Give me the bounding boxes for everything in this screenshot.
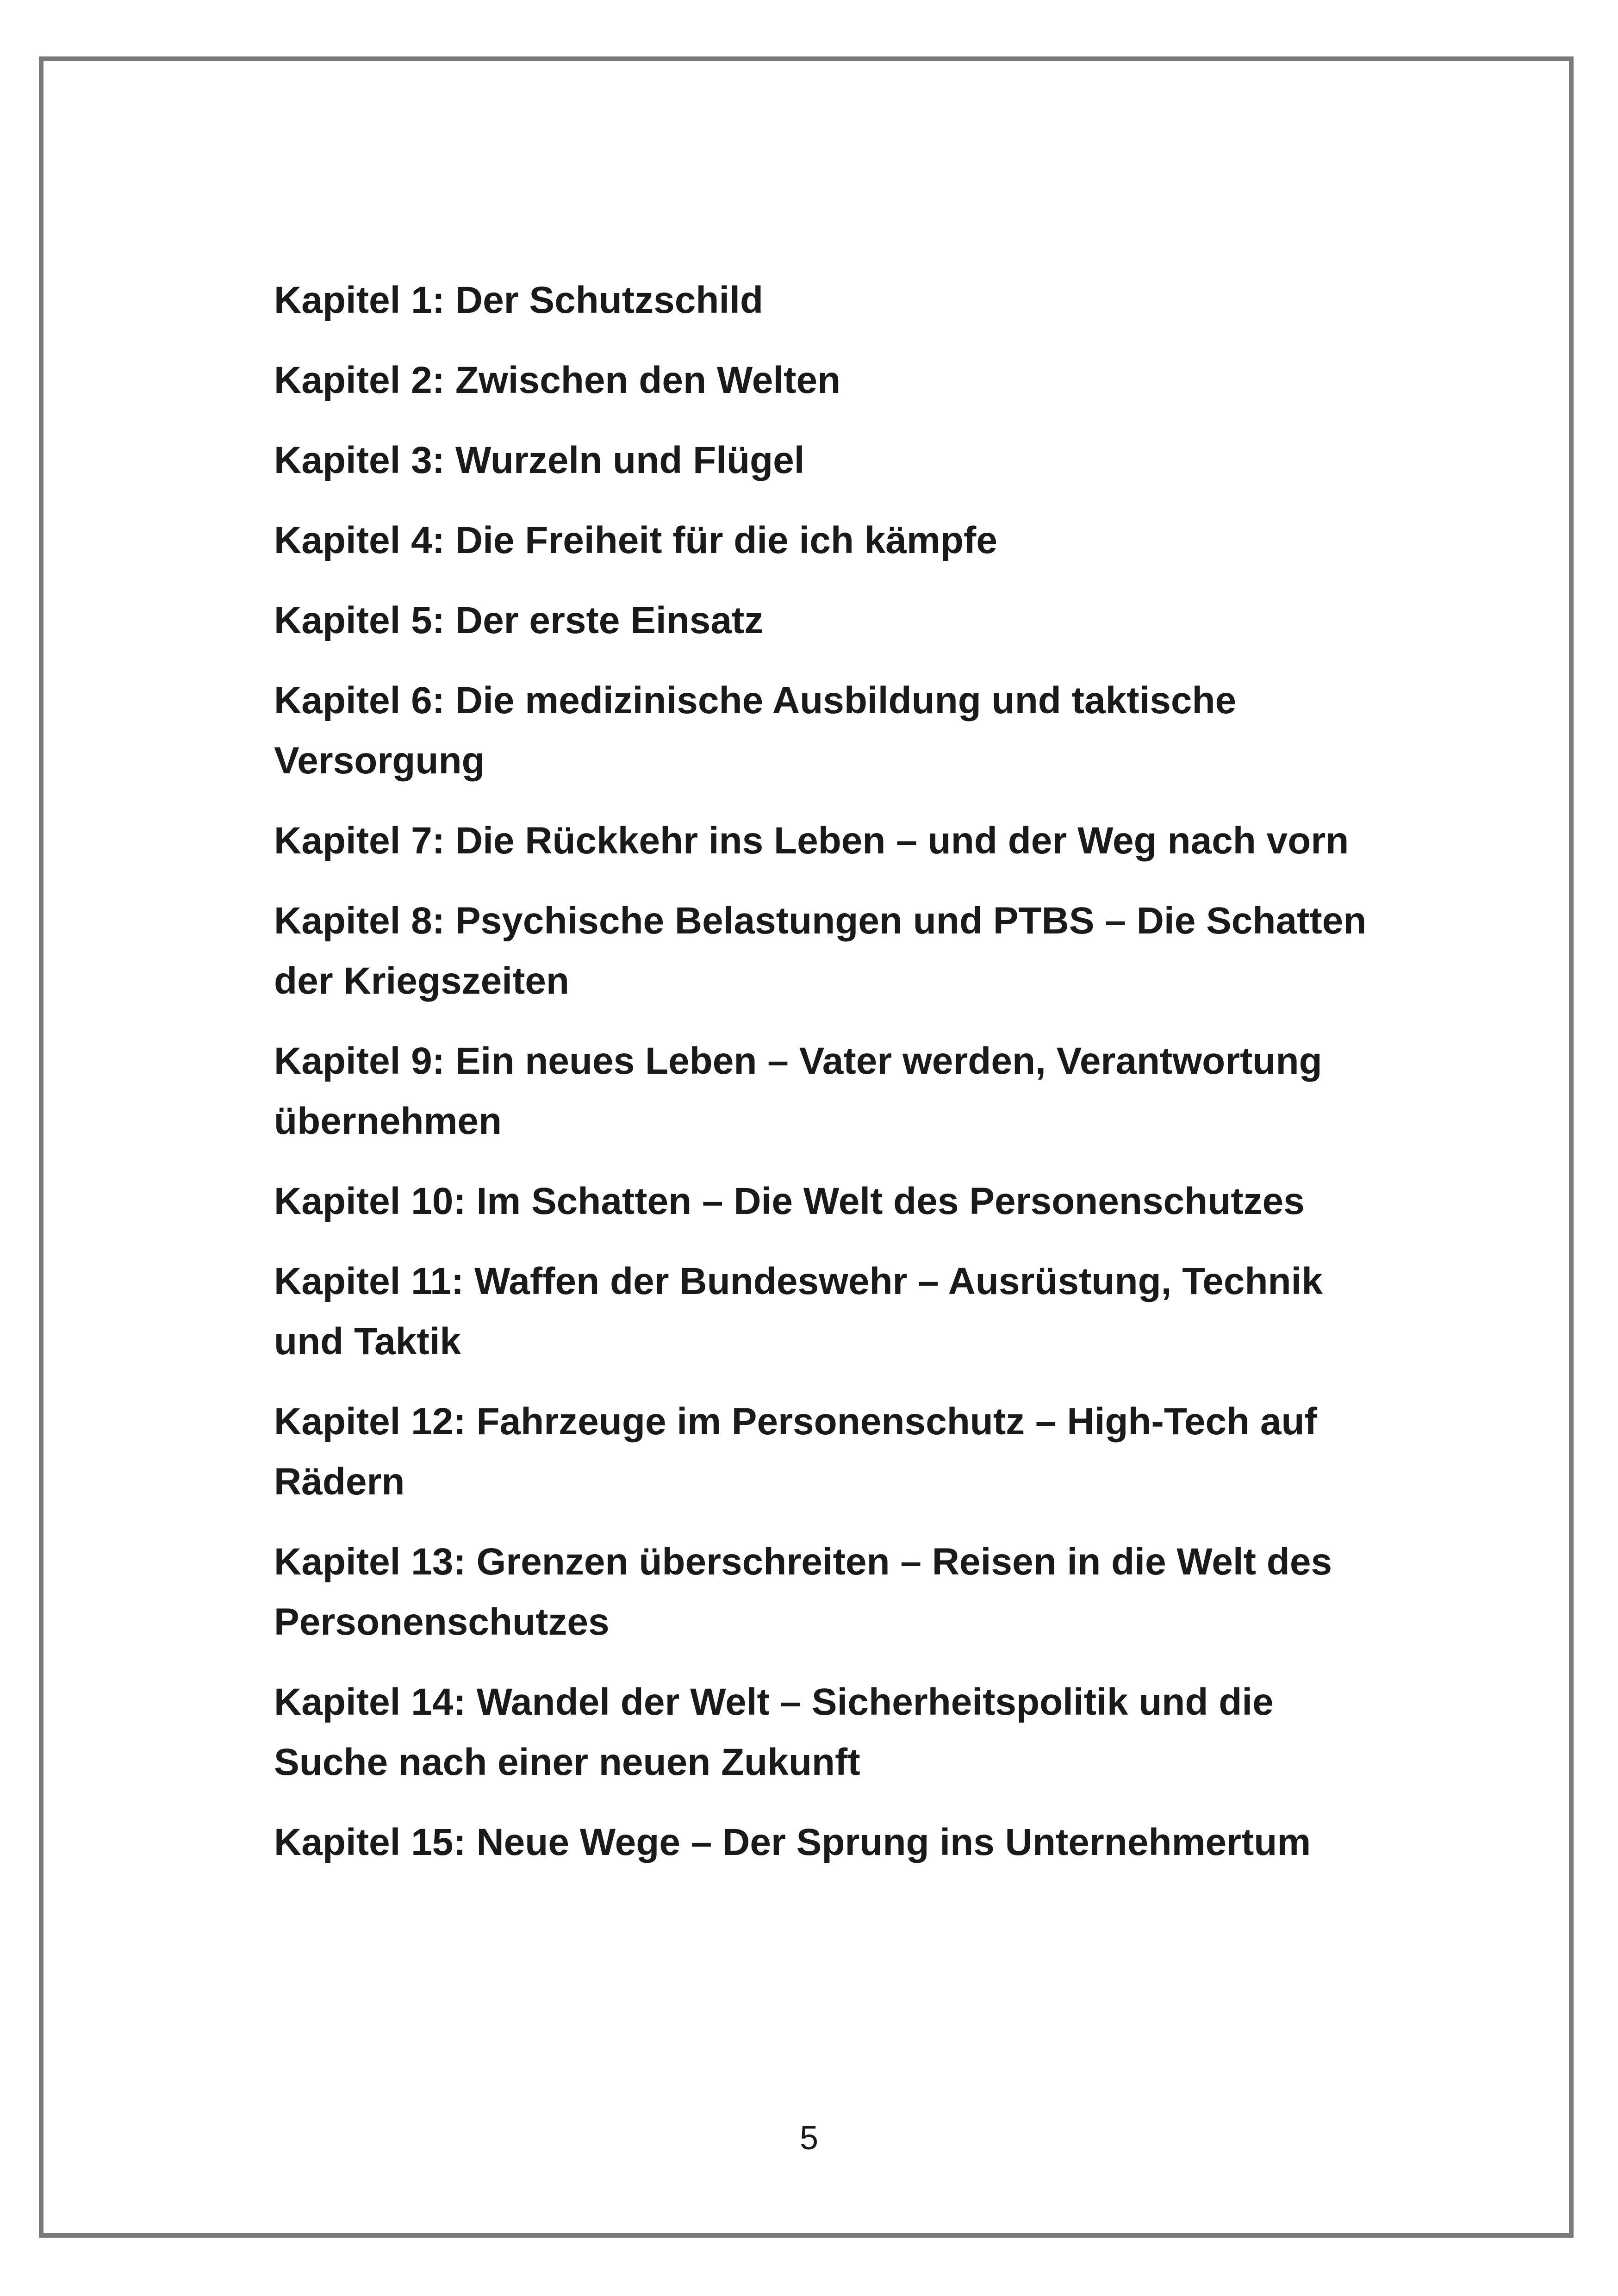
toc-entry-chapter-10: Kapitel 10: Im Schatten – Die Welt des Personenschutzes <box>274 1180 1305 1222</box>
toc-entry-chapter-4: Kapitel 4: Die Freiheit für die ich kämpfe <box>274 519 997 561</box>
toc-entry-chapter-9: Kapitel 9: Ein neues Leben – Vater werden, Verantwortung übernehmen <box>274 1040 1322 1142</box>
toc-entry-chapter-7: Kapitel 7: Die Rückkehr ins Leben – und der Weg nach vorn <box>274 820 1349 862</box>
toc-entry-chapter-8: Kapitel 8: Psychische Belastungen und PTBS – Die Schatten der Kriegszeiten <box>274 900 1367 1002</box>
toc-entry-chapter-1: Kapitel 1: Der Schutzschild <box>274 279 764 321</box>
toc-entry-chapter-11: Kapitel 11: Waffen der Bundeswehr – Ausrüstung, Technik und Taktik <box>274 1260 1323 1363</box>
toc-entry-chapter-3: Kapitel 3: Wurzeln und Flügel <box>274 439 805 481</box>
toc-entry-chapter-5: Kapitel 5: Der erste Einsatz <box>274 599 764 641</box>
table-of-contents <box>274 270 1385 1873</box>
toc-entry-chapter-6: Kapitel 6: Die medizinische Ausbildung und taktische Versorgung <box>274 679 1237 782</box>
toc-entry-chapter-12: Kapitel 12: Fahrzeuge im Personenschutz – High-Tech auf Rädern <box>274 1400 1317 1503</box>
page-number: 5 <box>799 2120 819 2157</box>
toc-entry-chapter-2: Kapitel 2: Zwischen den Welten <box>274 359 841 401</box>
toc-entry-chapter-13: Kapitel 13: Grenzen überschreiten – Reisen in die Welt des Personenschutzes <box>274 1541 1332 1643</box>
toc-entry-chapter-15: Kapitel 15: Neue Wege – Der Sprung ins Unternehmertum <box>274 1821 1311 1863</box>
toc-entry-chapter-14: Kapitel 14: Wandel der Welt – Sicherheitspolitik und die Suche nach einer neuen Zukunft <box>274 1681 1274 1783</box>
